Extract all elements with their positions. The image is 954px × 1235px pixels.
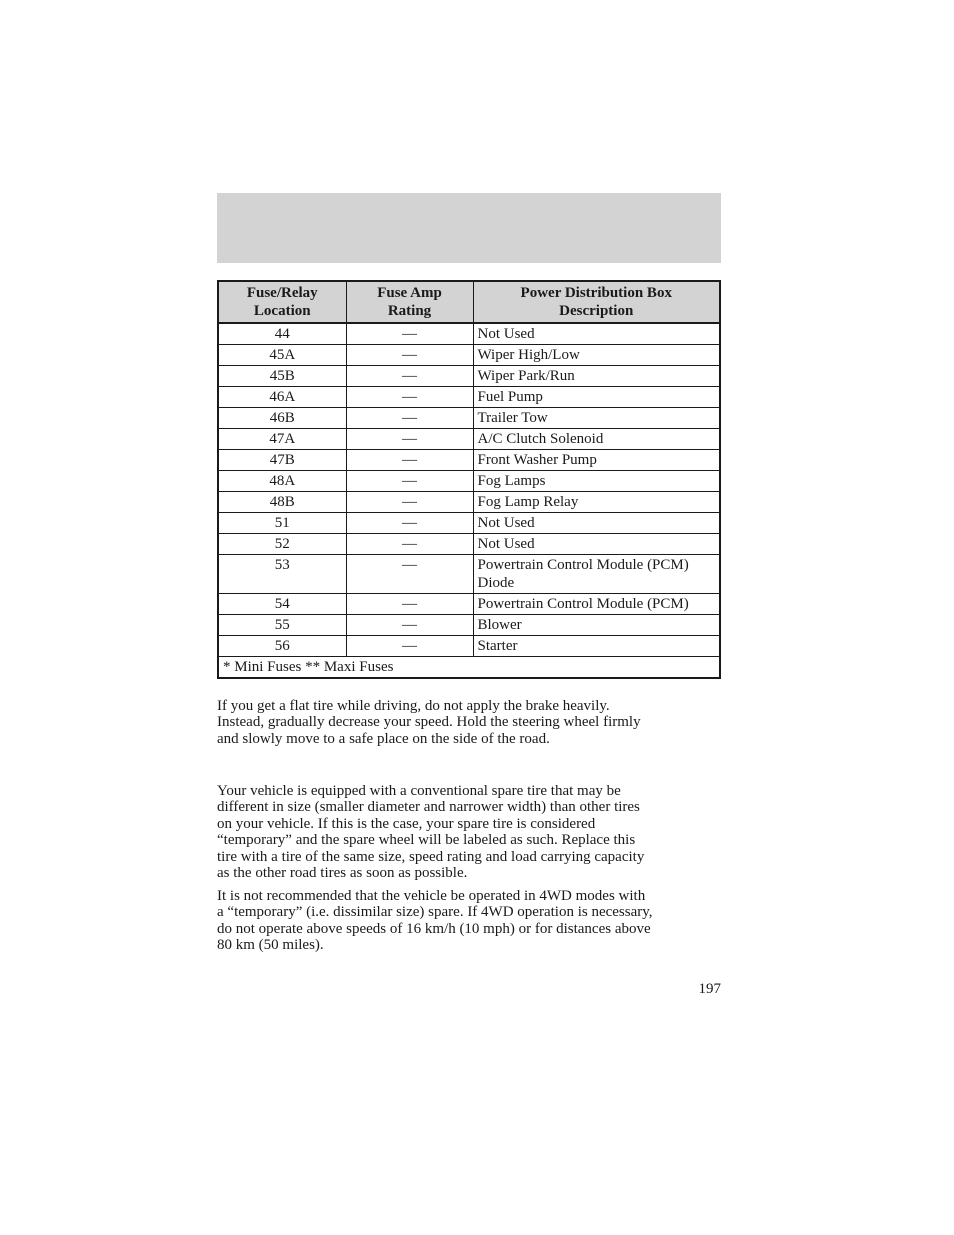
fuse-location-cell: 46A: [218, 387, 346, 408]
fuse-amp-cell: —: [346, 594, 473, 615]
description-line: Fog Lamp Relay: [477, 494, 579, 510]
fuse-location-cell: 45A: [218, 345, 346, 366]
table-row: [218, 429, 720, 450]
fuse-amp-cell: —: [346, 471, 473, 492]
table-row: [218, 513, 720, 534]
header-location: Fuse/Relay Location: [218, 281, 346, 323]
table-row: [218, 555, 720, 594]
table-row: [218, 636, 720, 657]
header-description: Power Distribution Box Description: [473, 281, 720, 323]
description-line: Fuel Pump: [477, 389, 543, 405]
fuse-location-cell: 56: [218, 636, 346, 657]
table-row: [218, 450, 720, 471]
4wd-spare-paragraph: It is not recommended that the vehicle be operated in 4WD modes with a “temporary” (i.e. dissimilar size) spare. If 4WD operation is necessary, do not operate above speeds of 16 km/h (10 mph) or for distances above 80 km (50 miles).: [217, 888, 653, 954]
table-row: [218, 615, 720, 636]
fuse-amp-cell: —: [346, 408, 473, 429]
flat-tire-paragraph: If you get a flat tire while driving, do not apply the brake heavily. Instead, gradually decrease your speed. Hold the steering wheel firmly and slowly move to a safe place on the side of the road.: [217, 698, 641, 747]
fuse-description-cell: [473, 471, 720, 492]
fuse-description-cell: [473, 387, 720, 408]
table-row: [218, 408, 720, 429]
fuse-location-cell: 52: [218, 534, 346, 555]
fuse-amp-cell: —: [346, 345, 473, 366]
description-line: Powertrain Control Module (PCM): [477, 557, 689, 573]
fuse-description-cell: [473, 513, 720, 534]
fuse-location-cell: 54: [218, 594, 346, 615]
fuse-description-cell: [473, 366, 720, 387]
fuse-amp-cell: —: [346, 366, 473, 387]
table-footnote-row: [218, 657, 720, 679]
description-line: Powertrain Control Module (PCM): [477, 596, 689, 612]
fuse-description-cell: [473, 636, 720, 657]
fuse-description-cell: [473, 323, 720, 345]
description-line: A/C Clutch Solenoid: [477, 431, 604, 447]
fuse-amp-cell: —: [346, 534, 473, 555]
fuse-amp-cell: —: [346, 323, 473, 345]
fuse-description-cell: [473, 345, 720, 366]
fuse-description-cell: [473, 450, 720, 471]
table-footnote: * Mini Fuses ** Maxi Fuses: [218, 657, 720, 679]
fuse-location-cell: 55: [218, 615, 346, 636]
fuse-location-cell: 53: [218, 555, 346, 594]
fuse-description-cell: [473, 408, 720, 429]
header-amp-rating: Fuse Amp Rating: [346, 281, 473, 323]
description-line: Blower: [477, 617, 522, 633]
fuse-location-cell: 47A: [218, 429, 346, 450]
fuse-location-cell: 45B: [218, 366, 346, 387]
table-row: [218, 594, 720, 615]
fuse-description-cell: [473, 615, 720, 636]
description-line: Starter: [477, 638, 518, 654]
fuse-description-cell: [473, 492, 720, 513]
description-line: Fog Lamps: [477, 473, 546, 489]
fuse-location-cell: 51: [218, 513, 346, 534]
table-row: [218, 471, 720, 492]
fuse-amp-cell: —: [346, 387, 473, 408]
table-row: [218, 492, 720, 513]
description-line: Front Washer Pump: [477, 452, 597, 468]
description-line: Not Used: [477, 515, 535, 531]
section-header-band: [217, 193, 721, 263]
table-row: [218, 366, 720, 387]
description-line: Wiper Park/Run: [477, 368, 575, 384]
fuse-description-cell: [473, 429, 720, 450]
spare-tire-paragraph: Your vehicle is equipped with a conventional spare tire that may be different in size (smaller diameter and narrower width) than other tires on your vehicle. If this is the case, your spare tire is considered “temporary” and the spare wheel will be labeled as such. Replace this tire with a tire of the same size, speed rating and load carrying capacity as the other road tires as soon as possible.: [217, 783, 645, 882]
fuse-amp-cell: —: [346, 450, 473, 471]
fuse-description-cell: [473, 594, 720, 615]
description-line: Trailer Tow: [477, 410, 548, 426]
table-body: [218, 323, 720, 657]
fuse-amp-cell: —: [346, 636, 473, 657]
table-row: [218, 387, 720, 408]
fuse-location-cell: 48B: [218, 492, 346, 513]
description-line: Wiper High/Low: [477, 347, 580, 363]
fuse-location-cell: 48A: [218, 471, 346, 492]
fuse-table: [217, 280, 721, 679]
table-row: [218, 323, 720, 345]
description-line: Diode: [477, 575, 515, 591]
fuse-amp-cell: —: [346, 492, 473, 513]
table-header-row: [218, 281, 720, 323]
fuse-location-cell: 47B: [218, 450, 346, 471]
fuse-amp-cell: —: [346, 555, 473, 594]
description-line: Not Used: [477, 536, 535, 552]
fuse-amp-cell: —: [346, 615, 473, 636]
description-line: Not Used: [477, 326, 535, 342]
page-number: 197: [698, 981, 721, 997]
fuse-amp-cell: —: [346, 429, 473, 450]
table-row: [218, 534, 720, 555]
fuse-description-cell: [473, 555, 720, 594]
fuse-location-cell: 46B: [218, 408, 346, 429]
fuse-description-cell: [473, 534, 720, 555]
fuse-location-cell: 44: [218, 323, 346, 345]
table-row: [218, 345, 720, 366]
fuse-amp-cell: —: [346, 513, 473, 534]
